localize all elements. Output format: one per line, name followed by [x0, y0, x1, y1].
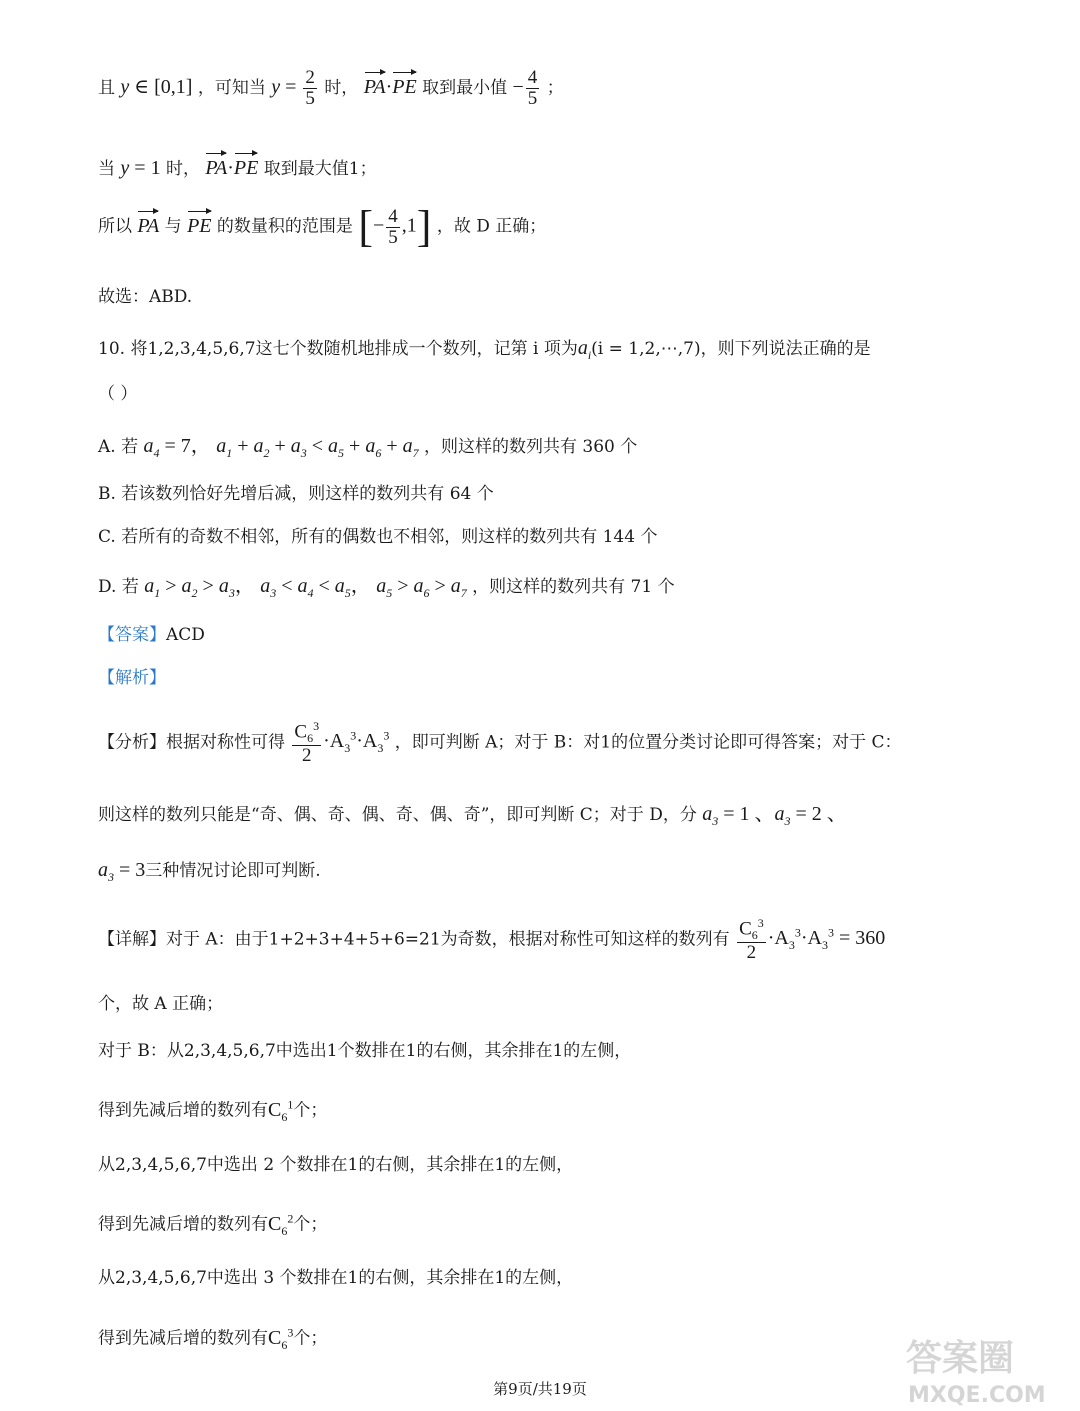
fraction: $\frac{2}{5}$ — [305, 67, 315, 109]
text: 的数量积的范围是 — [216, 216, 353, 237]
detail-line-6: 得到先减后增的数列有$C_6^2$个； — [98, 1211, 328, 1238]
answer-paren: （ ） — [98, 384, 138, 404]
text-line: 故选：ABD. — [98, 287, 193, 307]
watermark-logo — [902, 1330, 1062, 1408]
text: 个； — [293, 1100, 328, 1121]
text: 得到先减后增的数列有 — [98, 1100, 268, 1121]
vector-PA: PA — [205, 150, 227, 180]
answer-line — [98, 625, 205, 645]
text: ，故 D 正确； — [436, 216, 547, 237]
question-10 — [98, 336, 871, 362]
text-line: 且 y ∈ [0,1] ，可知当 y = $\frac{2}{5}$ 时， PA·PE 取到最小值 − $\frac{4}{5}$ ； — [98, 67, 564, 109]
text: ，则这样的数列共有 71 个 — [472, 577, 675, 597]
detail-line-4: 得到先减后增的数列有$C_6^1$个； — [98, 1097, 328, 1124]
option-b: B. 若该数列恰好先增后减，则这样的数列共有 64 个 — [98, 484, 494, 504]
detail-line-5: 从2,3,4,5,6,7中选出 2 个数排在1的右侧，其余排在1的左侧， — [98, 1155, 574, 1175]
text: 且 — [98, 77, 115, 98]
vector-PE: PE — [234, 150, 258, 180]
math-inline: $a_3$ — [702, 803, 719, 828]
math-inline: y — [120, 157, 130, 179]
bracket: ] — [416, 202, 432, 251]
math-inline: = — [280, 75, 302, 98]
math-inline: y — [120, 75, 130, 98]
math-inline: $a_1$ — [144, 575, 161, 600]
text: 取到最小值 — [422, 77, 508, 98]
detail-line-7: 从2,3,4,5,6,7中选出 3 个数排在1的右侧，其余排在1的左侧， — [98, 1268, 574, 1288]
text: 个； — [293, 1214, 328, 1235]
text: 时， — [324, 77, 359, 98]
math-inline: $a_4$ — [143, 435, 160, 460]
text: 个； — [293, 1328, 328, 1349]
text: 则这样的数列只能是“奇、偶、奇、偶、奇、偶、奇”，即可判断 C；对于 D，分 — [98, 805, 697, 825]
math-inline: $a_i$ — [577, 337, 592, 362]
text: 所以 — [98, 216, 132, 237]
text: 时， — [165, 159, 200, 179]
text: 当 — [98, 159, 115, 179]
text-line: 所以 PA 与 PE 的数量积的范围是 [− $\frac{4}{5}$ ,1] ，故 D 正确； — [98, 202, 547, 251]
page-footer: 第9页/共19页 — [493, 1380, 587, 1398]
math-inline: ∈ [0,1] — [129, 75, 193, 98]
analysis-line-2: 则这样的数列只能是“奇、偶、奇、偶、奇、偶、奇”，即可判断 C；对于 D，分 $a_3 = 1$ 、$a_3 = 2$ 、 — [98, 803, 847, 828]
text: D. 若 — [98, 577, 139, 597]
detail-line-8: 得到先减后增的数列有$C_6^3$个； — [98, 1325, 328, 1352]
math-inline: $a_3$ — [98, 859, 114, 884]
text: 【解析】 — [98, 668, 166, 688]
detail-line-2: 个，故 A 正确； — [98, 994, 224, 1014]
text: 得到先减后增的数列有 — [98, 1214, 268, 1235]
math-inline: $a_3$ — [260, 575, 277, 600]
vector-PE: PE — [187, 208, 211, 238]
fraction: $\frac{4}{5}$ — [388, 205, 398, 248]
option-c: C. 若所有的奇数不相邻，所有的偶数也不相邻，则这样的数列共有 144 个 — [98, 527, 658, 547]
vector-PA: PA — [364, 69, 386, 99]
text: 取到最大值1； — [263, 159, 377, 179]
text: ，即可判断 A；对于 B：对1的位置分类讨论即可得答案；对于 C： — [394, 732, 902, 753]
option-d: D. 若 $a_1 > a_2 > a_3$， $a_3 < a_4 < a_5$， $a_5 > a_6 > a_7$ ，则这样的数列共有 71 个 — [98, 575, 675, 600]
detail-line-1: 【详解】对于 A：由于1+2+3+4+5+6=21为奇数，根据对称性可知这样的数列有 $\frac{C_6^3}{2}$ $\cdot A_3^3\cdot A_3^3 = 360$ — [98, 916, 886, 963]
fraction: $\frac{C_6^3}{2}$ — [739, 916, 764, 963]
text: 10. 将1,2,3,4,5,6,7这七个数随机地排成一个数列，记第 i 项为 — [98, 339, 578, 359]
math-inline: $a_1$ — [216, 435, 233, 460]
text: ； — [546, 77, 564, 98]
fraction: $\frac{4}{5}$ — [527, 67, 538, 109]
text: 三种情况讨论即可判断. — [145, 861, 321, 881]
bracket: [ — [358, 202, 373, 251]
text: 与 — [164, 216, 182, 237]
answer-tag: 【答案】 — [98, 625, 166, 645]
vector-PA: PA — [137, 208, 159, 238]
text: ，则这样的数列共有 360 个 — [424, 437, 638, 457]
math-inline: $a_5$ — [376, 575, 393, 600]
svg-text:MXQE.COM: MXQE.COM — [908, 1383, 1046, 1408]
vector-PE: PE — [392, 69, 416, 99]
math-inline: y — [271, 75, 281, 98]
text: 得到先减后增的数列有 — [98, 1328, 268, 1349]
text: 【详解】对于 A：由于1+2+3+4+5+6=21为奇数，根据对称性可知这样的数列有 — [98, 929, 730, 950]
text: A. 若 — [98, 437, 139, 457]
answer-value: ACD — [166, 625, 205, 645]
option-a: A. 若 $a_4 = 7$， $a_1 + a_2 + a_3 < a_5 + a_6 + a_7$ ，则这样的数列共有 360 个 — [98, 435, 638, 460]
text: ，可知当 — [197, 77, 266, 98]
analysis-tag — [98, 668, 166, 688]
analysis-line-1: 【分析】根据对称性可得 $\frac{C_6^3}{2}$ $\cdot A_3^3\cdot A_3^3$ ，即可判断 A；对于 B：对1的位置分类讨论即可得答案；对于 C： — [98, 719, 902, 766]
text: (i = 1,2,⋯,7)，则下列说法正确的是 — [591, 339, 871, 359]
svg-text:答案圈: 答案圈 — [906, 1338, 1015, 1379]
analysis-line-3: $a_3 = 3$三种情况讨论即可判断. — [98, 859, 321, 884]
fraction: $\frac{C_6^3}{2}$ — [294, 719, 320, 766]
text: 【分析】根据对称性可得 — [98, 732, 285, 753]
detail-line-3: 对于 B：从2,3,4,5,6,7中选出1个数排在1的右侧，其余排在1的左侧， — [98, 1041, 632, 1061]
text-line: 当 y = 1 时， PA·PE 取到最大值1； — [98, 150, 377, 180]
